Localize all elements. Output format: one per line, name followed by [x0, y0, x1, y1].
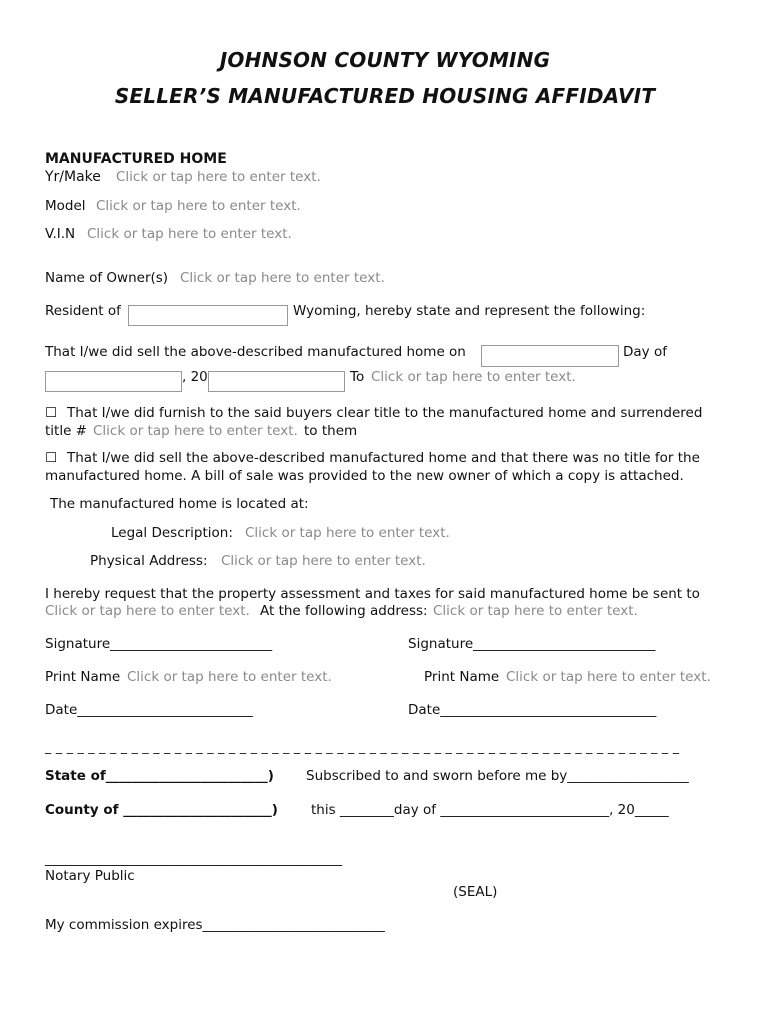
document-title-line1: JOHNSON COUNTY WYOMING [219, 48, 551, 72]
section-divider: _ _ _ _ _ _ _ _ _ _ _ _ _ _ _ _ _ _ _ _ _ _ _ _ _ _ _ _ _ _ _ _ _ _ _ _ _ _ _ _ _ _ _ _ _ _ _ _ _ _ _ _ _ _ _ _ _ _ _ [45, 739, 680, 754]
notary-public-label: Notary Public [45, 868, 135, 884]
clear-title-statement-line1: That I/we did furnish to the said buyers clear title to the manufactured home and surrendered [67, 405, 703, 421]
yr-make-label: Yr/Make [45, 169, 101, 185]
owners-label: Name of Owner(s) [45, 270, 169, 286]
buyer-field[interactable]: Click or tap here to enter text. [371, 369, 576, 385]
print-name-left-label: Print Name [45, 669, 121, 685]
seal-label: (SEAL) [453, 884, 498, 900]
tax-recipient-field[interactable]: Click or tap here to enter text. [45, 603, 250, 619]
year-prefix-label: , 20 [182, 369, 208, 385]
date-left: Date__________________________ [45, 702, 253, 718]
day-of-label: Day of [623, 344, 667, 360]
vin-field[interactable]: Click or tap here to enter text. [87, 226, 292, 242]
sworn-date-line: this ________day of _________________________, 20_____ [311, 802, 669, 818]
owners-field[interactable]: Click or tap here to enter text. [180, 270, 385, 286]
physical-address-field[interactable]: Click or tap here to enter text. [221, 553, 426, 569]
sale-month-field[interactable] [45, 371, 182, 392]
location-heading: The manufactured home is located at: [50, 496, 309, 512]
legal-description-field[interactable]: Click or tap here to enter text. [245, 525, 450, 541]
to-label: To [350, 369, 365, 385]
title-number-label: title # [45, 423, 87, 439]
print-name-left-field[interactable]: Click or tap here to enter text. [127, 669, 332, 685]
state-of-line: State of________________________) [45, 768, 274, 784]
print-name-right-field[interactable]: Click or tap here to enter text. [506, 669, 711, 685]
resident-of-field[interactable] [128, 305, 288, 326]
no-title-statement-line1: That I/we did sell the above-described manufactured home and that there was no title for the [67, 450, 700, 466]
vin-label: V.I.N [45, 226, 76, 242]
commission-expires-line: My commission expires___________________________ [45, 917, 385, 933]
clear-title-checkbox[interactable]: ☐ [45, 405, 58, 421]
county-of-line: County of ______________________) [45, 802, 278, 818]
resident-statement: Wyoming, hereby state and represent the following: [293, 303, 646, 319]
notary-signature-line: ____________________________________________ [45, 851, 342, 867]
no-title-statement-line2: manufactured home. A bill of sale was provided to the new owner of which a copy is attached. [45, 468, 684, 484]
section-heading: MANUFACTURED HOME [45, 151, 227, 167]
sold-on-label: That I/we did sell the above-described manufactured home on [45, 344, 466, 360]
tax-address-field[interactable]: Click or tap here to enter text. [433, 603, 638, 619]
no-title-checkbox[interactable]: ☐ [45, 450, 58, 466]
subscribed-line: Subscribed to and sworn before me by__________________ [306, 768, 689, 784]
sale-year-field[interactable] [208, 371, 345, 392]
signature-right: Signature___________________________ [408, 636, 656, 652]
date-right: Date________________________________ [408, 702, 657, 718]
title-number-field[interactable]: Click or tap here to enter text. [93, 423, 298, 439]
model-label: Model [45, 198, 86, 214]
yr-make-field[interactable]: Click or tap here to enter text. [116, 169, 321, 185]
clear-title-statement-tail: to them [304, 423, 358, 439]
print-name-right-label: Print Name [424, 669, 500, 685]
tax-request-line1: I hereby request that the property assessment and taxes for said manufactured home be sent to [45, 586, 700, 602]
resident-of-label: Resident of [45, 303, 121, 319]
physical-address-label: Physical Address: [90, 553, 208, 569]
document-title-line2: SELLER’S MANUFACTURED HOUSING AFFIDAVIT [114, 84, 656, 108]
legal-description-label: Legal Description: [111, 525, 233, 541]
model-field[interactable]: Click or tap here to enter text. [96, 198, 301, 214]
sale-day-field[interactable] [481, 345, 619, 367]
tax-address-label: At the following address: [260, 603, 428, 619]
signature-left: Signature________________________ [45, 636, 273, 652]
